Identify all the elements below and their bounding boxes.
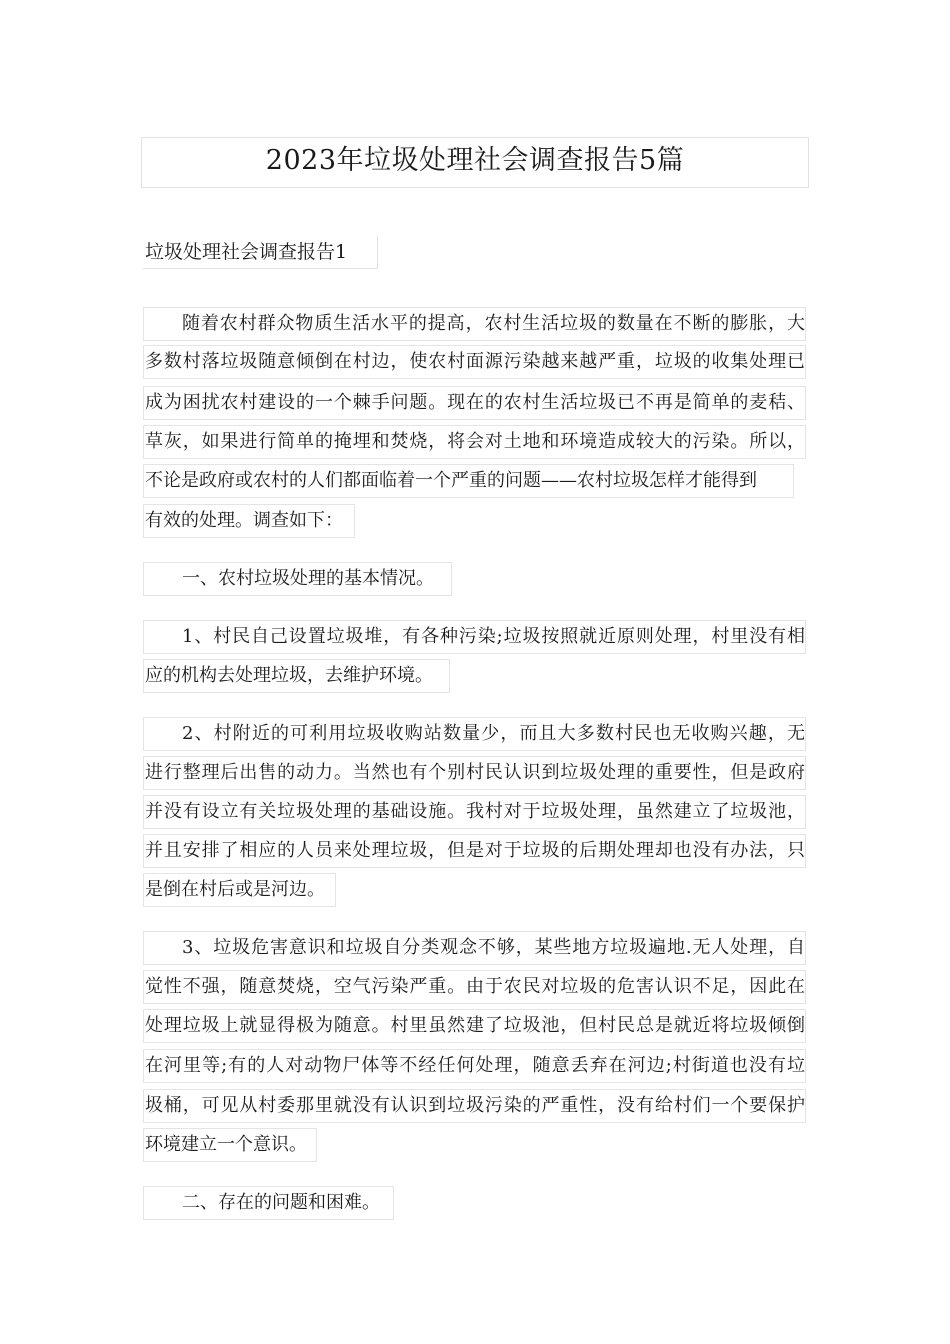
paragraph-line: 成为困扰农村建设的一个棘手问题。现在的农村生活垃圾已不再是简单的麦秸、 — [143, 386, 806, 420]
paragraph-line: 进行整理后出售的动力。当然也有个别村民认识到垃圾处理的重要性，但是政府 — [143, 756, 806, 790]
paragraph-line: 1、村民自己设置垃圾堆，有各种污染;垃圾按照就近原则处理，村里没有相 — [143, 620, 806, 654]
paragraph-line: 草灰，如果进行简单的掩埋和焚烧，将会对土地和环境造成较大的污染。所以， — [143, 425, 806, 459]
paragraph-line: 在河里等;有的人对动物尸体等不经任何处理，随意丢弃在河边;村街道也没有垃 — [143, 1049, 806, 1083]
paragraph-line: 多数村落垃圾随意倾倒在村边，使农村面源污染越来越严重，垃圾的收集处理已 — [143, 345, 806, 379]
document-title: 2023年垃圾处理社会调查报告5篇 — [141, 137, 809, 188]
paragraph-line: 2、村附近的可利用垃圾收购站数量少，而且大多数村民也无收购兴趣，无 — [143, 717, 806, 751]
paragraph-line: 并且安排了相应的人员来处理垃圾，但是对于垃圾的后期处理却也没有办法，只 — [143, 834, 806, 868]
section-heading-line: 二、存在的问题和困难。 — [143, 1186, 394, 1220]
paragraph-line: 觉性不强，随意焚烧，空气污染严重。由于农民对垃圾的危害认识不足，因此在 — [143, 970, 806, 1004]
section-heading-line: 一、农村垃圾处理的基本情况。 — [143, 562, 452, 596]
paragraph-line: 不论是政府或农村的人们都面临着一个严重的问题——农村垃圾怎样才能得到 — [143, 464, 794, 498]
paragraph-line: 并没有设立有关垃圾处理的基础设施。我村对于垃圾处理，虽然建立了垃圾池， — [143, 795, 806, 829]
paragraph-line: 随着农村群众物质生活水平的提高，农村生活垃圾的数量在不断的膨胀，大 — [143, 307, 806, 341]
paragraph-line: 环境建立一个意识。 — [143, 1128, 317, 1162]
paragraph-line: 圾桶，可见从村委那里就没有认识到垃圾污染的严重性，没有给村们一个要保护 — [143, 1089, 806, 1123]
paragraph-line: 3、垃圾危害意识和垃圾自分类观念不够，某些地方垃圾遍地.无人处理，自 — [143, 931, 806, 965]
section-heading: 垃圾处理社会调查报告1 — [143, 235, 378, 269]
paragraph-line: 处理垃圾上就显得极为随意。村里虽然建了垃圾池，但村民总是就近将垃圾倾倒 — [143, 1009, 806, 1043]
paragraph-line: 有效的处理。调查如下： — [143, 504, 355, 538]
paragraph-line: 应的机构去处理垃圾，去维护环境。 — [143, 659, 450, 693]
paragraph-line: 是倒在村后或是河边。 — [143, 873, 336, 907]
